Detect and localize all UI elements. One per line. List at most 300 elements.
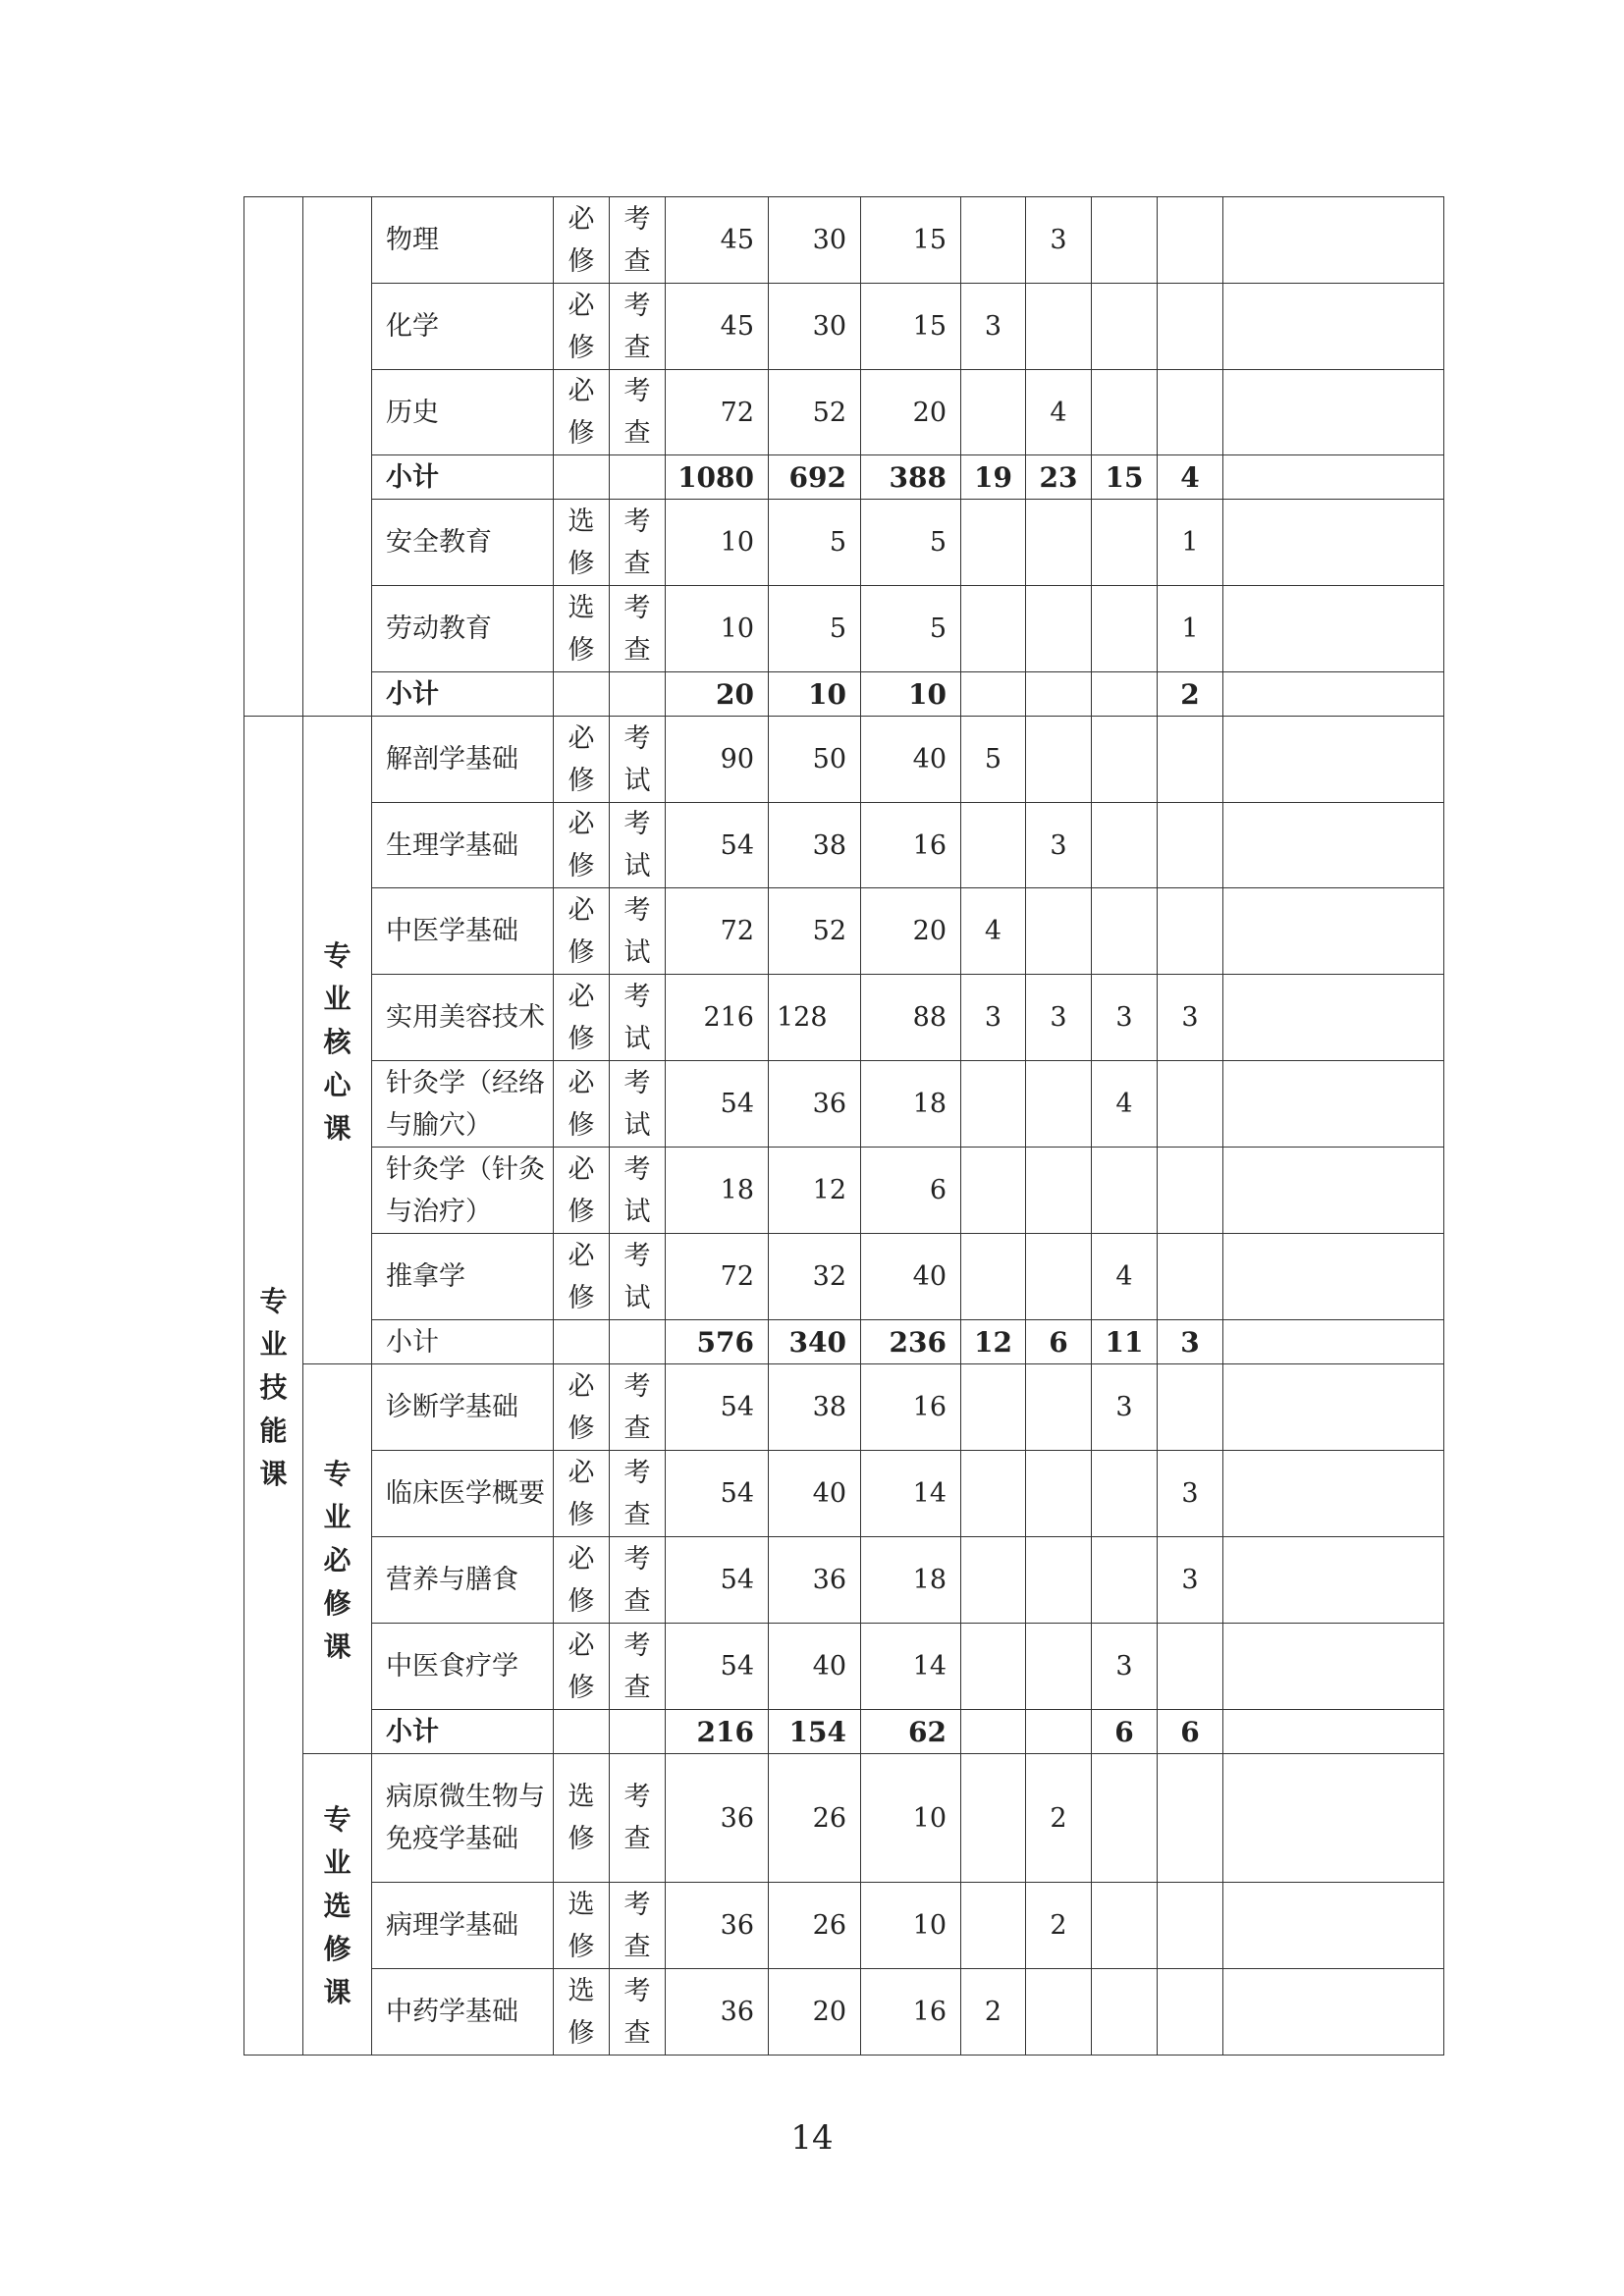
subcategory-elective-course xyxy=(303,1754,372,2056)
subcategory-cell-blank xyxy=(303,197,372,717)
semester-3-hours: 4 xyxy=(1092,1234,1158,1320)
semester-4-hours xyxy=(1158,197,1223,284)
semester-2-hours: 6 xyxy=(1026,1320,1092,1364)
requirement-type xyxy=(554,1883,610,1969)
remark-cell xyxy=(1223,1537,1444,1624)
theory-hours: 50 xyxy=(769,717,861,803)
requirement-type-text: 选修 xyxy=(568,1782,595,1854)
semester-4-hours xyxy=(1158,803,1223,888)
exam-type-text: 考试 xyxy=(623,1153,651,1227)
requirement-type xyxy=(554,1364,610,1451)
remark-cell xyxy=(1223,717,1444,803)
theory-hours: 52 xyxy=(769,888,861,975)
page-number: 14 xyxy=(790,2118,834,2158)
course-name: 临床医学概要 xyxy=(372,1451,554,1537)
theory-hours: 12 xyxy=(769,1148,861,1234)
exam-type xyxy=(610,1624,666,1710)
requirement-type xyxy=(554,803,610,888)
exam-type-text: 考查 xyxy=(623,1370,651,1444)
requirement-type xyxy=(554,1624,610,1710)
theory-hours: 40 xyxy=(769,1624,861,1710)
semester-2-hours xyxy=(1026,1969,1092,2056)
semester-3-hours xyxy=(1092,500,1158,586)
subcategory-required-course-label: 专业必修课 xyxy=(323,1458,352,1663)
theory-hours: 30 xyxy=(769,284,861,370)
theory-hours: 26 xyxy=(769,1754,861,1883)
semester-4-hours: 1 xyxy=(1158,500,1223,586)
semester-2-hours xyxy=(1026,1364,1092,1451)
practice-hours: 10 xyxy=(861,1754,961,1883)
semester-3-hours xyxy=(1092,1969,1158,2056)
course-name: 诊断学基础 xyxy=(372,1364,554,1451)
practice-hours: 62 xyxy=(861,1710,961,1754)
table-row xyxy=(244,888,1444,975)
requirement-type-text: 必修 xyxy=(568,1240,595,1313)
semester-3-hours: 11 xyxy=(1092,1320,1158,1364)
semester-4-hours xyxy=(1158,717,1223,803)
semester-1-hours xyxy=(961,1883,1026,1969)
requirement-type xyxy=(554,500,610,586)
category-cell-blank xyxy=(244,197,303,717)
exam-type xyxy=(610,1061,666,1148)
semester-4-hours xyxy=(1158,1148,1223,1234)
theory-hours: 340 xyxy=(769,1320,861,1364)
requirement-type-text: 必修 xyxy=(568,1153,595,1227)
requirement-type-text: 必修 xyxy=(568,203,595,277)
remark-cell xyxy=(1223,586,1444,672)
exam-type-text: 考查 xyxy=(623,290,651,363)
semester-3-hours: 15 xyxy=(1092,455,1158,500)
semester-4-hours: 3 xyxy=(1158,1320,1223,1364)
total-hours: 576 xyxy=(666,1320,769,1364)
remark-cell xyxy=(1223,1234,1444,1320)
theory-hours: 5 xyxy=(769,500,861,586)
exam-type-text: 考试 xyxy=(623,1240,651,1313)
semester-1-hours: 2 xyxy=(961,1969,1026,2056)
semester-1-hours: 4 xyxy=(961,888,1026,975)
semester-3-hours xyxy=(1092,1148,1158,1234)
exam-type xyxy=(610,500,666,586)
practice-hours: 18 xyxy=(861,1537,961,1624)
exam-type xyxy=(610,455,666,500)
remark-cell xyxy=(1223,1883,1444,1969)
theory-hours: 154 xyxy=(769,1710,861,1754)
semester-1-hours: 5 xyxy=(961,717,1026,803)
exam-type xyxy=(610,586,666,672)
exam-type-text: 考查 xyxy=(623,1889,651,1962)
semester-1-hours xyxy=(961,1234,1026,1320)
semester-3-hours xyxy=(1092,586,1158,672)
exam-type xyxy=(610,888,666,975)
semester-1-hours xyxy=(961,1537,1026,1624)
semester-3-hours xyxy=(1092,370,1158,455)
table-row xyxy=(244,1234,1444,1320)
theory-hours: 36 xyxy=(769,1061,861,1148)
total-hours: 10 xyxy=(666,500,769,586)
requirement-type-text: 必修 xyxy=(568,894,595,968)
remark-cell xyxy=(1223,1364,1444,1451)
practice-hours: 16 xyxy=(861,1364,961,1451)
total-hours: 54 xyxy=(666,1624,769,1710)
course-name: 中医食疗学 xyxy=(372,1624,554,1710)
remark-cell xyxy=(1223,1320,1444,1364)
exam-type-text: 考查 xyxy=(623,1782,651,1854)
course-table-body xyxy=(244,197,1444,2056)
practice-hours: 40 xyxy=(861,717,961,803)
practice-hours: 20 xyxy=(861,888,961,975)
course-name: 针灸学（经络与腧穴） xyxy=(372,1061,554,1148)
exam-type-text: 考查 xyxy=(623,1457,651,1530)
total-hours: 54 xyxy=(666,1537,769,1624)
course-name: 中药学基础 xyxy=(372,1969,554,2056)
requirement-type-text: 必修 xyxy=(568,1457,595,1530)
theory-hours: 38 xyxy=(769,1364,861,1451)
exam-type xyxy=(610,370,666,455)
practice-hours: 5 xyxy=(861,500,961,586)
exam-type xyxy=(610,717,666,803)
requirement-type-text: 选修 xyxy=(568,506,595,579)
table-row xyxy=(244,1537,1444,1624)
requirement-type xyxy=(554,1148,610,1234)
practice-hours: 16 xyxy=(861,1969,961,2056)
practice-hours: 14 xyxy=(861,1451,961,1537)
table-row xyxy=(244,284,1444,370)
theory-hours: 20 xyxy=(769,1969,861,2056)
semester-1-hours xyxy=(961,1364,1026,1451)
semester-3-hours xyxy=(1092,717,1158,803)
remark-cell xyxy=(1223,370,1444,455)
theory-hours: 5 xyxy=(769,586,861,672)
semester-4-hours: 2 xyxy=(1158,672,1223,717)
course-name: 化学 xyxy=(372,284,554,370)
table-row xyxy=(244,1148,1444,1234)
semester-4-hours: 3 xyxy=(1158,1451,1223,1537)
semester-3-hours: 3 xyxy=(1092,975,1158,1061)
semester-3-hours xyxy=(1092,672,1158,717)
practice-hours: 88 xyxy=(861,975,961,1061)
semester-4-hours xyxy=(1158,1969,1223,2056)
theory-hours: 692 xyxy=(769,455,861,500)
requirement-type-text: 选修 xyxy=(568,1889,595,1962)
practice-hours: 20 xyxy=(861,370,961,455)
total-hours: 36 xyxy=(666,1754,769,1883)
semester-1-hours: 19 xyxy=(961,455,1026,500)
semester-4-hours xyxy=(1158,1234,1223,1320)
requirement-type xyxy=(554,586,610,672)
semester-4-hours xyxy=(1158,1754,1223,1883)
total-hours: 18 xyxy=(666,1148,769,1234)
remark-cell xyxy=(1223,975,1444,1061)
semester-4-hours: 6 xyxy=(1158,1710,1223,1754)
course-name: 劳动教育 xyxy=(372,586,554,672)
exam-type xyxy=(610,672,666,717)
course-name: 病理学基础 xyxy=(372,1883,554,1969)
requirement-type xyxy=(554,672,610,717)
practice-hours: 16 xyxy=(861,803,961,888)
semester-2-hours xyxy=(1026,672,1092,717)
practice-hours: 18 xyxy=(861,1061,961,1148)
requirement-type xyxy=(554,455,610,500)
practice-hours: 15 xyxy=(861,197,961,284)
semester-2-hours xyxy=(1026,1061,1092,1148)
practice-hours: 40 xyxy=(861,1234,961,1320)
exam-type xyxy=(610,197,666,284)
theory-hours: 38 xyxy=(769,803,861,888)
course-name: 小计 xyxy=(372,455,554,500)
semester-2-hours xyxy=(1026,1234,1092,1320)
exam-type-text: 考试 xyxy=(623,894,651,968)
exam-type-text: 考查 xyxy=(623,376,651,449)
theory-hours: 36 xyxy=(769,1537,861,1624)
semester-4-hours xyxy=(1158,370,1223,455)
total-hours: 90 xyxy=(666,717,769,803)
requirement-type xyxy=(554,975,610,1061)
practice-hours: 10 xyxy=(861,672,961,717)
exam-type xyxy=(610,284,666,370)
remark-cell xyxy=(1223,500,1444,586)
exam-type xyxy=(610,1234,666,1320)
table-row xyxy=(244,1754,1444,1883)
remark-cell xyxy=(1223,197,1444,284)
course-name: 小计 xyxy=(372,672,554,717)
requirement-type-text: 必修 xyxy=(568,1067,595,1141)
requirement-type xyxy=(554,1234,610,1320)
remark-cell xyxy=(1223,1451,1444,1537)
semester-2-hours xyxy=(1026,717,1092,803)
requirement-type xyxy=(554,1061,610,1148)
semester-3-hours: 4 xyxy=(1092,1061,1158,1148)
subcategory-core-course-label: 专业核心课 xyxy=(323,938,352,1145)
semester-1-hours xyxy=(961,370,1026,455)
remark-cell xyxy=(1223,284,1444,370)
requirement-type xyxy=(554,1710,610,1754)
requirement-type xyxy=(554,1451,610,1537)
semester-2-hours xyxy=(1026,1710,1092,1754)
exam-type-text: 考试 xyxy=(623,981,651,1054)
semester-4-hours: 3 xyxy=(1158,975,1223,1061)
total-hours: 54 xyxy=(666,1364,769,1451)
subcategory-core-course xyxy=(303,717,372,1364)
table-row xyxy=(244,975,1444,1061)
remark-cell xyxy=(1223,1061,1444,1148)
semester-1-hours xyxy=(961,1148,1026,1234)
total-hours: 1080 xyxy=(666,455,769,500)
remark-cell xyxy=(1223,1969,1444,2056)
exam-type-text: 考查 xyxy=(623,592,651,666)
exam-type-text: 考试 xyxy=(623,722,651,796)
practice-hours: 236 xyxy=(861,1320,961,1364)
semester-2-hours xyxy=(1026,586,1092,672)
remark-cell xyxy=(1223,1148,1444,1234)
exam-type xyxy=(610,1710,666,1754)
total-hours: 72 xyxy=(666,888,769,975)
semester-3-hours xyxy=(1092,1537,1158,1624)
requirement-type xyxy=(554,197,610,284)
semester-2-hours xyxy=(1026,1624,1092,1710)
total-hours: 72 xyxy=(666,370,769,455)
remark-cell xyxy=(1223,672,1444,717)
total-hours: 216 xyxy=(666,1710,769,1754)
exam-type xyxy=(610,1364,666,1451)
practice-hours: 6 xyxy=(861,1148,961,1234)
course-name: 实用美容技术 xyxy=(372,975,554,1061)
total-hours: 54 xyxy=(666,1451,769,1537)
course-name: 生理学基础 xyxy=(372,803,554,888)
course-name: 推拿学 xyxy=(372,1234,554,1320)
total-hours: 20 xyxy=(666,672,769,717)
semester-1-hours xyxy=(961,1624,1026,1710)
subcategory-required-course xyxy=(303,1364,372,1754)
subcategory-elective-course-label: 专业选修课 xyxy=(323,1803,352,2008)
requirement-type xyxy=(554,1320,610,1364)
requirement-type-text: 必修 xyxy=(568,809,595,881)
semester-4-hours xyxy=(1158,1883,1223,1969)
semester-1-hours xyxy=(961,1710,1026,1754)
course-name: 针灸学（针灸与治疗） xyxy=(372,1148,554,1234)
semester-1-hours xyxy=(961,586,1026,672)
total-hours: 36 xyxy=(666,1883,769,1969)
requirement-type-text: 必修 xyxy=(568,1543,595,1617)
semester-2-hours: 4 xyxy=(1026,370,1092,455)
requirement-type-text: 必修 xyxy=(568,722,595,796)
semester-1-hours xyxy=(961,672,1026,717)
semester-1-hours: 3 xyxy=(961,975,1026,1061)
theory-hours: 40 xyxy=(769,1451,861,1537)
exam-type xyxy=(610,803,666,888)
course-name: 历史 xyxy=(372,370,554,455)
requirement-type xyxy=(554,284,610,370)
remark-cell xyxy=(1223,803,1444,888)
semester-1-hours xyxy=(961,500,1026,586)
total-hours: 45 xyxy=(666,197,769,284)
exam-type-text: 考查 xyxy=(623,506,651,579)
requirement-type-text: 必修 xyxy=(568,290,595,363)
exam-type-text: 考查 xyxy=(623,1543,651,1617)
semester-3-hours xyxy=(1092,284,1158,370)
table-row xyxy=(244,1624,1444,1710)
practice-hours: 10 xyxy=(861,1883,961,1969)
course-name: 营养与膳食 xyxy=(372,1537,554,1624)
remark-cell xyxy=(1223,1624,1444,1710)
remark-cell xyxy=(1223,455,1444,500)
theory-hours: 30 xyxy=(769,197,861,284)
course-name: 中医学基础 xyxy=(372,888,554,975)
table-row xyxy=(244,1883,1444,1969)
exam-type-text: 考试 xyxy=(623,1067,651,1141)
requirement-type xyxy=(554,1754,610,1883)
exam-type-text: 考试 xyxy=(623,809,651,881)
requirement-type-text: 选修 xyxy=(568,1975,595,2049)
course-name: 小计 xyxy=(372,1710,554,1754)
semester-3-hours: 3 xyxy=(1092,1364,1158,1451)
theory-hours: 26 xyxy=(769,1883,861,1969)
semester-3-hours: 3 xyxy=(1092,1624,1158,1710)
semester-4-hours: 3 xyxy=(1158,1537,1223,1624)
semester-2-hours xyxy=(1026,1451,1092,1537)
semester-2-hours: 3 xyxy=(1026,803,1092,888)
table-row xyxy=(244,1364,1444,1451)
remark-cell xyxy=(1223,1710,1444,1754)
semester-3-hours xyxy=(1092,1883,1158,1969)
semester-3-hours xyxy=(1092,1754,1158,1883)
semester-4-hours: 4 xyxy=(1158,455,1223,500)
semester-3-hours xyxy=(1092,803,1158,888)
theory-hours: 10 xyxy=(769,672,861,717)
remark-cell xyxy=(1223,888,1444,975)
exam-type xyxy=(610,975,666,1061)
requirement-type-text: 必修 xyxy=(568,376,595,449)
semester-4-hours xyxy=(1158,284,1223,370)
total-hours: 54 xyxy=(666,803,769,888)
requirement-type xyxy=(554,1537,610,1624)
requirement-type xyxy=(554,888,610,975)
requirement-type-text: 选修 xyxy=(568,592,595,666)
exam-type xyxy=(610,1148,666,1234)
theory-hours: 52 xyxy=(769,370,861,455)
practice-hours: 5 xyxy=(861,586,961,672)
semester-4-hours xyxy=(1158,1364,1223,1451)
total-hours: 72 xyxy=(666,1234,769,1320)
subtotal-row xyxy=(244,1710,1444,1754)
table-row xyxy=(244,717,1444,803)
remark-cell xyxy=(1223,1754,1444,1883)
exam-type xyxy=(610,1969,666,2056)
semester-1-hours xyxy=(961,803,1026,888)
theory-hours: 128 xyxy=(769,975,861,1061)
semester-2-hours: 3 xyxy=(1026,197,1092,284)
exam-type xyxy=(610,1451,666,1537)
table-row xyxy=(244,1061,1444,1148)
requirement-type xyxy=(554,717,610,803)
requirement-type-text: 必修 xyxy=(568,1370,595,1444)
course-name: 解剖学基础 xyxy=(372,717,554,803)
semester-2-hours: 23 xyxy=(1026,455,1092,500)
semester-2-hours xyxy=(1026,1148,1092,1234)
category-major-skill-course-label: 专业技能课 xyxy=(259,1284,288,1490)
table-row xyxy=(244,586,1444,672)
semester-1-hours: 12 xyxy=(961,1320,1026,1364)
exam-type xyxy=(610,1883,666,1969)
course-name: 小计 xyxy=(372,1320,554,1364)
exam-type-text: 考查 xyxy=(623,203,651,277)
requirement-type xyxy=(554,1969,610,2056)
practice-hours: 15 xyxy=(861,284,961,370)
table-row xyxy=(244,1969,1444,2056)
table-row xyxy=(244,500,1444,586)
table-row xyxy=(244,803,1444,888)
semester-4-hours xyxy=(1158,888,1223,975)
subtotal-row xyxy=(244,1320,1444,1364)
semester-4-hours xyxy=(1158,1624,1223,1710)
subtotal-row xyxy=(244,672,1444,717)
semester-3-hours: 6 xyxy=(1092,1710,1158,1754)
practice-hours: 388 xyxy=(861,455,961,500)
semester-1-hours xyxy=(961,1061,1026,1148)
table-row xyxy=(244,197,1444,284)
semester-2-hours: 2 xyxy=(1026,1883,1092,1969)
table-row xyxy=(244,370,1444,455)
exam-type xyxy=(610,1537,666,1624)
semester-1-hours: 3 xyxy=(961,284,1026,370)
course-name: 病原微生物与免疫学基础 xyxy=(372,1754,554,1883)
course-table xyxy=(244,196,1444,2056)
semester-3-hours xyxy=(1092,888,1158,975)
requirement-type-text: 必修 xyxy=(568,1629,595,1703)
exam-type xyxy=(610,1754,666,1883)
semester-1-hours xyxy=(961,1754,1026,1883)
exam-type-text: 考查 xyxy=(623,1975,651,2049)
practice-hours: 14 xyxy=(861,1624,961,1710)
